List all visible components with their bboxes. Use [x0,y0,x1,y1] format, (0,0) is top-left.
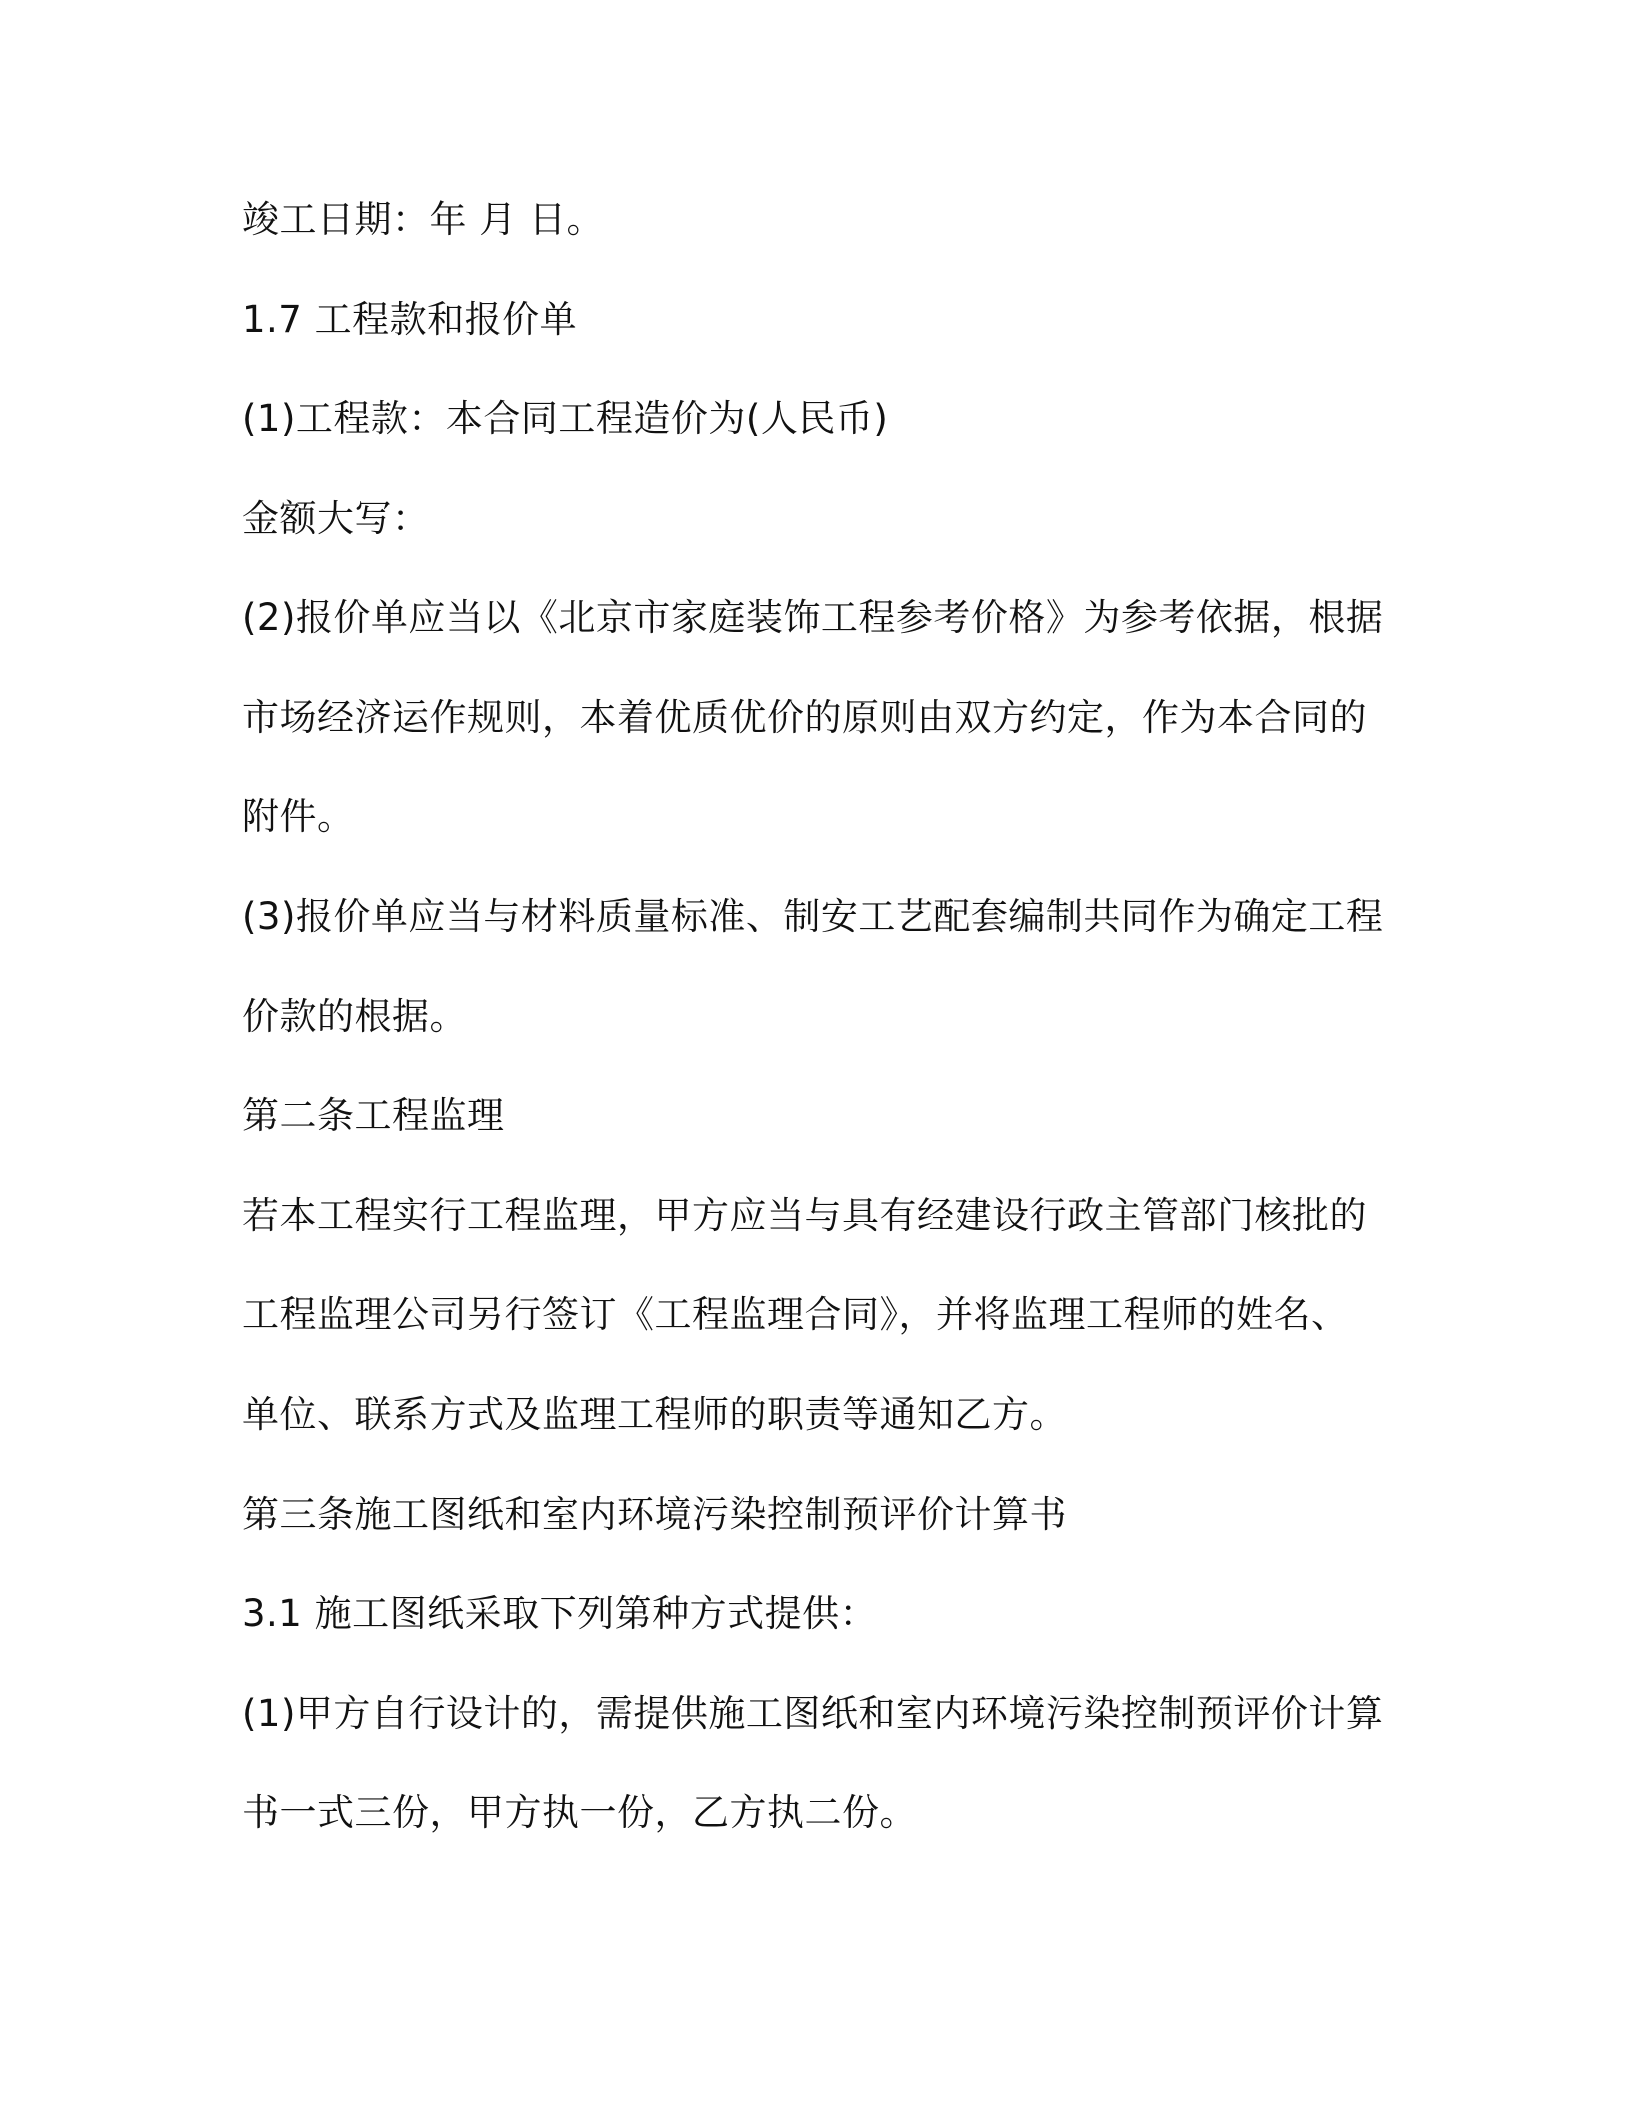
article-2-heading: 第二条工程监理 [242,1094,505,1137]
article-3-heading: 第三条施工图纸和室内环境污染控制预评价计算书 [242,1493,1067,1536]
project-price-line: (1)工程款：本合同工程造价为(人民币) [242,397,889,440]
drawings-paragraph-line-1: (1)甲方自行设计的，需提供施工图纸和室内环境污染控制预评价计算 [242,1692,1384,1735]
supervision-paragraph-line-3: 单位、联系方式及监理工程师的职责等通知乙方。 [242,1393,1067,1436]
supervision-paragraph-line-1: 若本工程实行工程监理，甲方应当与具有经建设行政主管部门核批的 [242,1194,1367,1237]
quotation-basis-line-1: (3)报价单应当与材料质量标准、制安工艺配套编制共同作为确定工程 [242,895,1384,938]
supervision-paragraph-line-2: 工程监理公司另行签订《工程监理合同》，并将监理工程师的姓名、 [242,1293,1349,1336]
quotation-paragraph-line-2: 市场经济运作规则，本着优质优价的原则由双方约定，作为本合同的 [242,696,1367,739]
amount-in-words-line: 金额大写： [242,497,430,540]
section-1-7-heading: 1.7 工程款和报价单 [242,298,578,341]
quotation-basis-line-2: 价款的根据。 [242,995,467,1038]
drawings-paragraph-line-2: 书一式三份，甲方执一份，乙方执二份。 [242,1791,917,1834]
section-3-1-heading: 3.1 施工图纸采取下列第种方式提供： [242,1592,878,1635]
quotation-paragraph-line-3: 附件。 [242,795,355,838]
completion-date-line: 竣工日期：年 月 日。 [242,198,605,241]
quotation-paragraph-line-1: (2)报价单应当以《北京市家庭装饰工程参考价格》为参考依据，根据 [242,596,1384,639]
